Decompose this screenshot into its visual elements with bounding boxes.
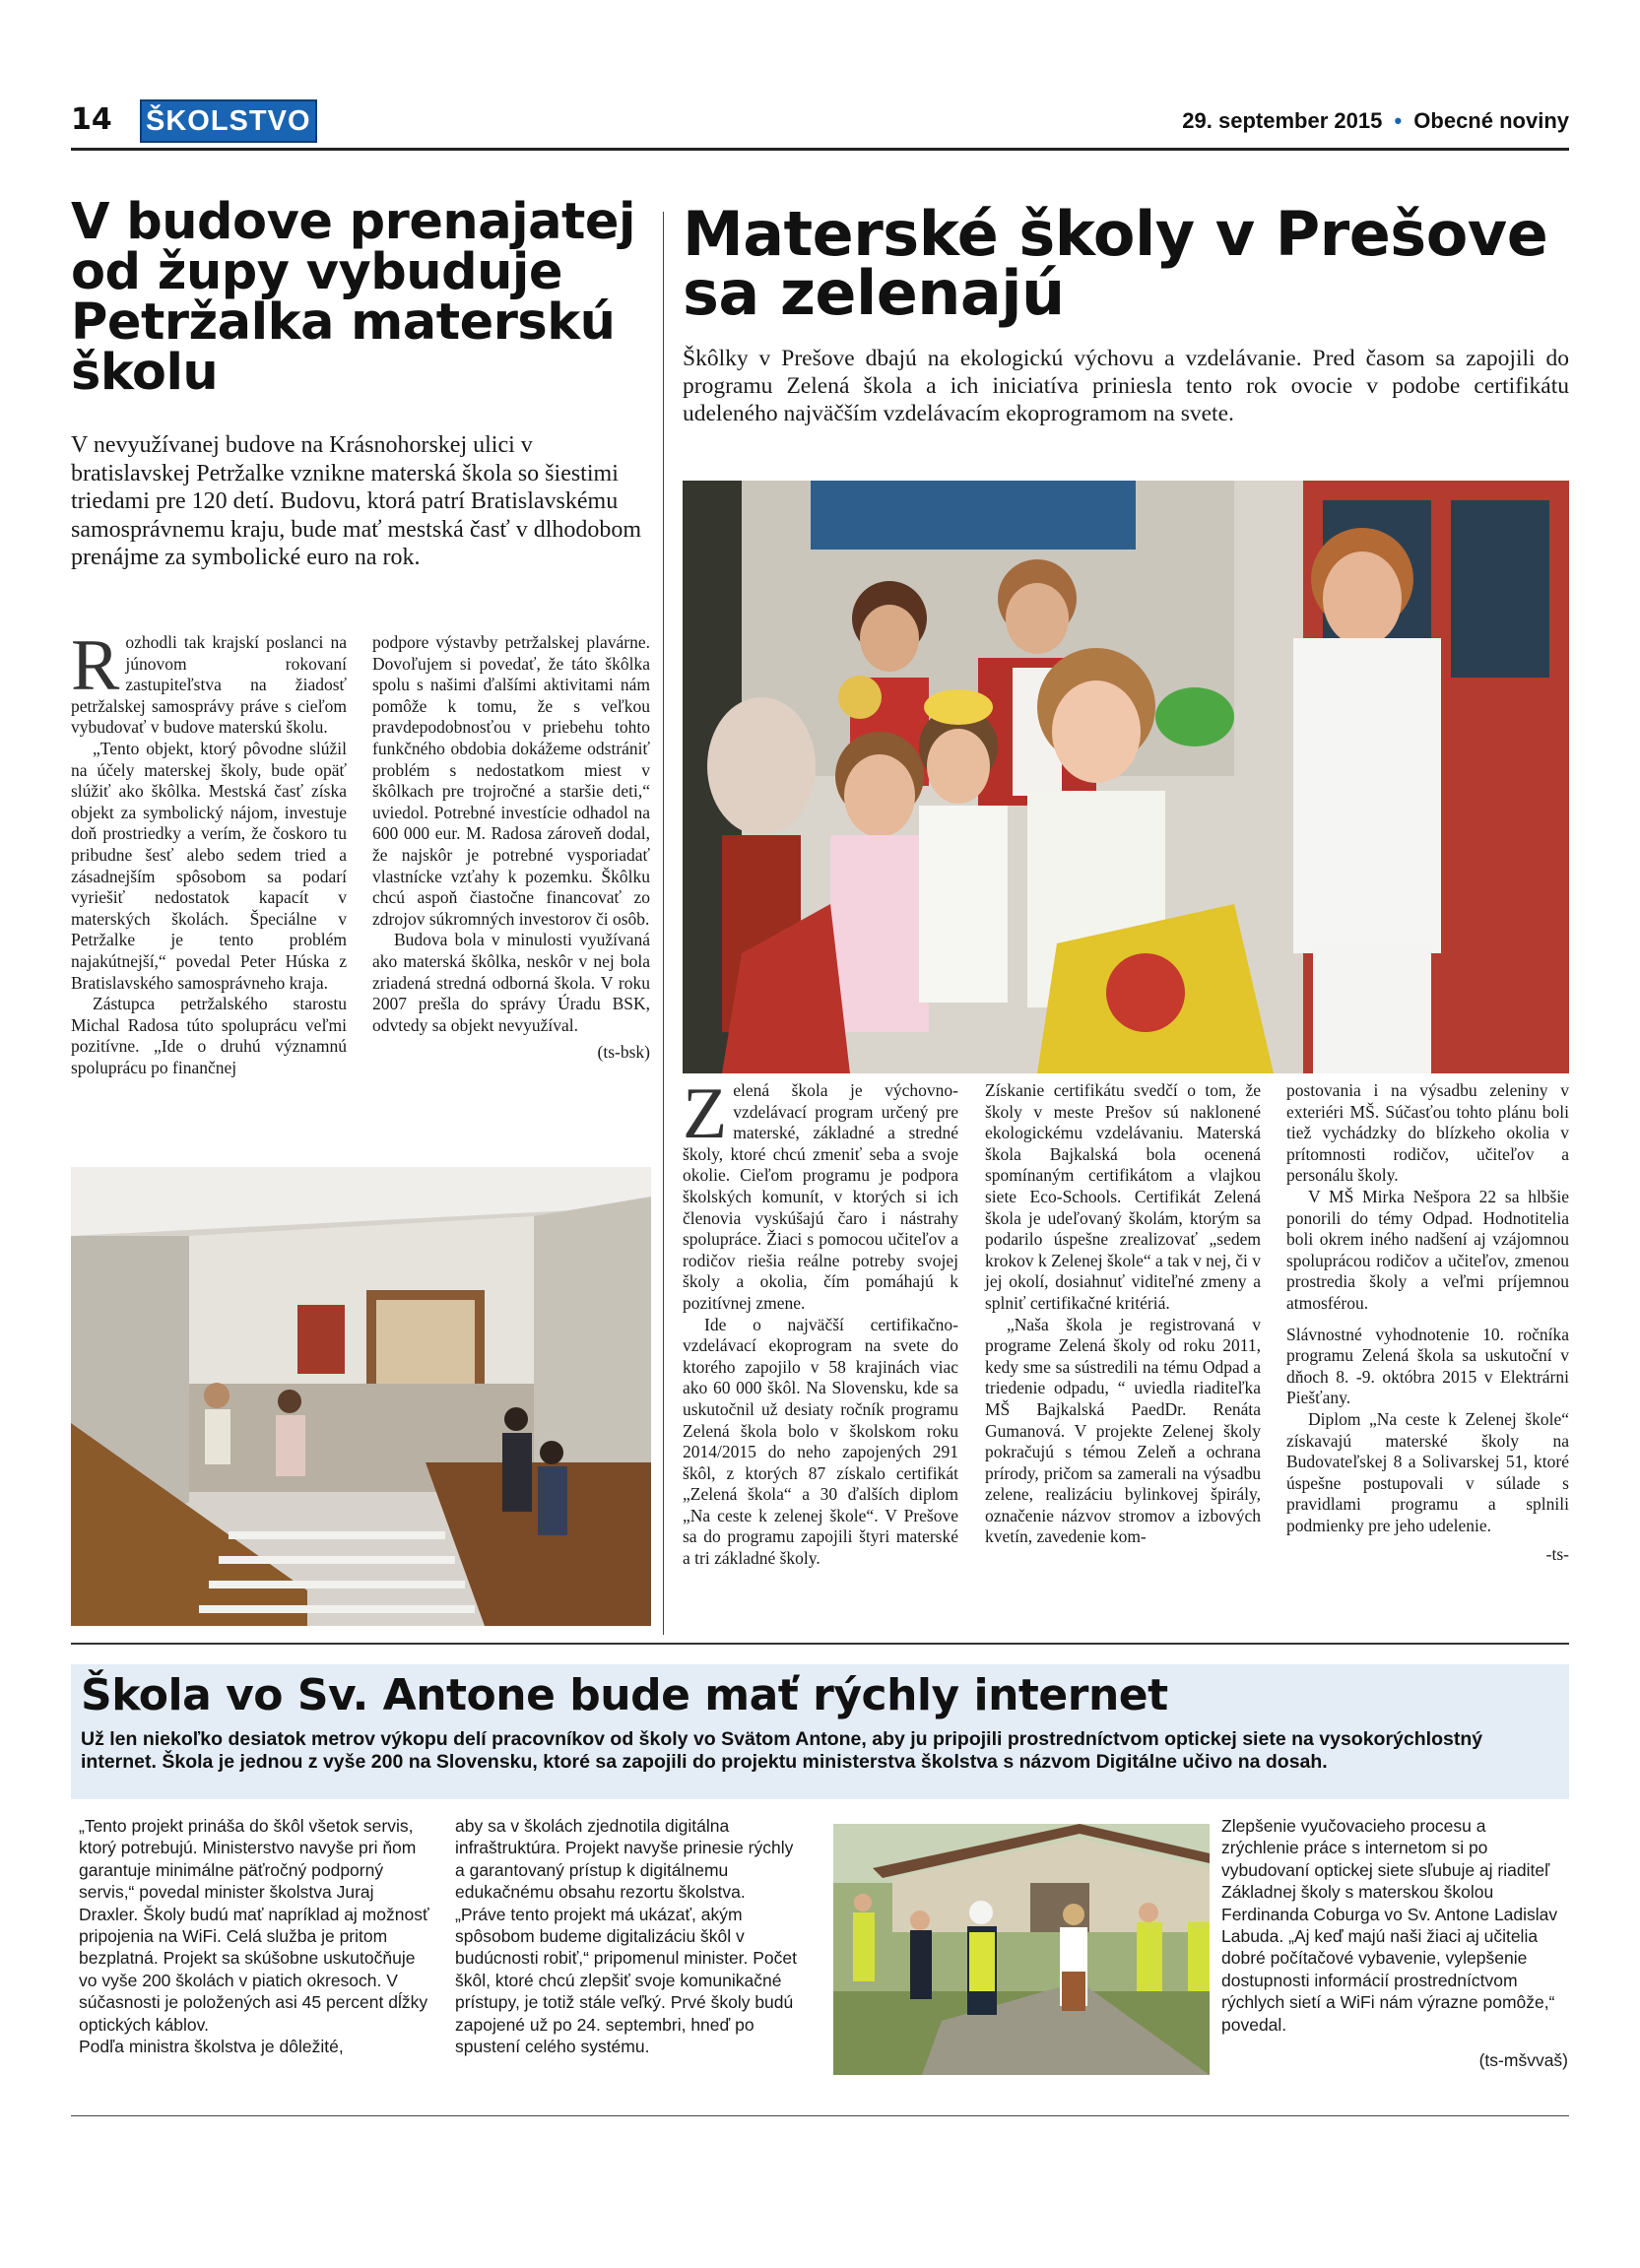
issue-date: 29. september 2015 [1182, 108, 1383, 133]
article2-paragraph: Slávnostné vyhodnotenie 10. ročníka programu Zelená škola sa uskutoční v dňoch 8. -9. októbra 2015 v Elektrárni Piešťany. [1286, 1324, 1569, 1408]
article1-paragraph: ozhodli tak krajskí poslanci na júnovom rokovaní zastupiteľstva na žiadosť petržalskej samosprávy práve s cieľom vybudovať v budove materskú školu. [71, 632, 347, 738]
issue-bullet: • [1394, 108, 1403, 133]
article1-paragraph: „Tento objekt, ktorý pôvodne slúžil na účely materskej školy, bude opäť slúžiť ako škôlka. Mestská časť získa objekt za symbolický nájom, investuje doň prostriedky a verím, že čoskoro tu pribudne šesť alebo sedem tried a zásadnejším spôsobom sa podarí vyriešiť nedostatok kapacít v materských školách. Špeciálne v Petržalke je tento problém najakútnejší,“ povedal Peter Húska z Bratislavského samosprávneho kraja. [71, 738, 347, 993]
article3-lead: Už len niekoľko desiatok metrov výkopu delí pracovníkov od školy vo Svätom Antone, aby ju pripojili prostredníctvom optickej siete na vysokorýchlostný internet. Škola je jednou z vyše 200 na Slovensku, ktoré sa zapojili do projektu ministerstva školstva s názvom Digitálne učivo na dosah. [81, 1728, 1483, 1773]
publication-name: Obecné noviny [1413, 108, 1569, 133]
article3-signature: (ts-mšvvaš) [1478, 2050, 1568, 2071]
article3-column-1 [79, 1815, 433, 2057]
article2-paragraph: elená škola je výchovno-vzdelávací program určený pre materské, základné a stredné školy, ktoré chcú zmeniť seba a svoje okolie. Cieľom programu je podpora školských komunít, v ktorých si ich členovia vyskúšajú čaro i nástrahy spolupráce. Žiaci s pomocou učiteľov a rodičov riešia reálne potreby svojej školy a okolia, čím pomáhajú k pozitívnej zmene. [683, 1080, 958, 1313]
article3-column-2 [455, 1815, 800, 2057]
photo-children-kindergarten [683, 481, 1569, 1073]
article2-column-1 [683, 1073, 958, 1570]
photo-minister-visit-illustration [833, 1824, 1210, 2075]
article2-paragraph: V MŠ Mirka Nešpora 22 sa hlbšie ponorili do témy Odpad. Hodnotitelia boli okrem iného nadšení aj vzájomnou spoluprácou rodičov a učiteľov, zmenou prostredia školy a veľmi príjemnou atmosférou. [1286, 1186, 1569, 1313]
article1-title-line: od župy vybuduje [71, 243, 562, 301]
article3-paragraph: „Tento projekt prináša do škôl všetok servis, ktorý potrebujú. Ministerstvo navyše pri ňom garantuje minimálne päťročný podporný servis,“ povedal minister školstva Juraj Draxler. Školy budú mať napríklad aj možnosť pripojenia na WiFi. Celá služba je pritom bezplatná. Projekt sa skúšobne uskutočňuje vo vyše 200 školách v piatich okresoch. V súčasnosti je položených asi 45 percent dĺžky optických káblov. [79, 1816, 429, 2035]
article1-paragraph: podpore výstavby petržalskej plavárne. Dovoľujem si povedať, že táto škôlka spolu s našimi ďalšími aktivitami nám pomôže k tomu, že s veľkou pravdepodobnosťou v priebehu tohto funkčného obdobia dokážeme odstrániť problém s nedostatkom miest v škôlkach pre trojročné a staršie deti,“ uviedol. Potrebné investície odhadol na 600 000 eur. M. Radosa zároveň dodal, že najskôr je potrebné vysporiadať vlastnícke vzťahy k pozemku. Škôlku chcú aspoň čiastočne financovať zo zdrojov súkromných investorov či osôb. [372, 632, 650, 929]
article2-paragraph: „Naša škola je registrovaná v programe Zelená školy od roku 2011, kedy sme sa sústredili na tému Odpad a triedenie odpadu, “ uviedla riaditeľka MŠ Bajkalská PaedDr. Renáta Gumanová. V projekte Zelenej školy pokračujú s témou Zeleň a ochrana prírody, pričom sa zamerali na výsadbu zelene, realizáciu bylinkovej špirály, označenie názvov stromov a izbových kvetín, zavedenie kom- [985, 1314, 1261, 1547]
article3-paragraph: Zlepšenie vyučovacieho procesu a zrýchlenie práce s internetom si po vybudovaní optickej siete sľubuje aj riaditeľ Základnej školy s materskou školou Ferdinanda Coburga vo Sv. Antone Ladislav Labuda. „Aj keď majú naši žiaci aj učitelia dobré počítačové vybavenie, vylepšenie dostupnosti informácií prostredníctvom rýchlych sietí a WiFi nám výrazne pomôže,“ povedal. [1221, 1816, 1558, 2035]
article2-title-line: sa zelenajú [683, 257, 1065, 329]
article2-paragraph: Ide o najväčší certifikačno-vzdelávací ekoprogram na svete do ktorého zapojilo v 58 krajinách viac ako 60 000 škôl. Na Slovensku, kde sa uskutočnil už desiaty ročník programu Zelená škola bolo v školskom roku 2014/2015 do neho zapojených 291 škôl, z ktorých 87 získalo certifikát „Zelená škola“ a 30 ďalších diplom „Na ceste k zelenej škole“. V Prešove sa do programu zapojili štyri materské a tri základné školy. [683, 1314, 958, 1569]
article3-top-rule [71, 1643, 1569, 1645]
article2-title [683, 198, 1569, 329]
article3-column-3 [1221, 1815, 1568, 2071]
issue-info [1182, 108, 1569, 134]
article2-paragraph: Získanie certifikátu svedčí o tom, že školy v meste Prešov sú naklonené ekologickému vzdelávaniu. Materská škola Bajkalská bola ocenená spomínaným certifikátom a vlajkou siete Eco-Schools. Certifikát Zelená škola je udeľovaný školám, ktorým sa podarilo úspešne zrealizovať „sedem krokov k Zelenej škole“ a tak v nej, či v jej okolí, dosiahnuť viditeľné zmeny a splniť certifikačné kritériá. [985, 1080, 1261, 1313]
article2-column-2 [985, 1080, 1261, 1548]
header-rule [71, 148, 1569, 151]
article2-paragraph: postovania i na výsadbu zeleniny v exteriéri MŠ. Súčasťou tohto plánu boli tiež vychádzky do blízkeho okolia v prítomnosti rodičov, učiteľov a personálu školy. [1286, 1080, 1569, 1186]
article2-signature: -ts- [1545, 1544, 1569, 1565]
page-number: 14 [71, 102, 112, 137]
article2-paragraph: Diplom „Na ceste k Zelenej škole“ získavajú materské školy na Budovateľskej 8 a Solivarskej 51, ktoré úspešne postupovali v súlade s pravidlami programu a splnili podmienky pre jeho udelenie. [1286, 1408, 1569, 1535]
article2-dropcap: Z [683, 1073, 728, 1154]
photo-children-kindergarten-illustration [683, 481, 1569, 1073]
article2-title-line: Materské školy v Prešove [683, 198, 1548, 270]
article3-title: Škola vo Sv. Antone bude mať rýchly internet [81, 1670, 1168, 1720]
article3-paragraph: aby sa v školách zjednotila digitálna infraštruktúra. Projekt navyše prinesie rýchly a garantovaný prístup k digitálnemu edukačnému obsahu rezortu školstva. „Práve tento projekt má ukázať, akým spôsobom budeme digitalizáciu škôl v budúcnosti robiť,“ pripomenul minister. Počet škôl, ktoré chcú zlepšiť svoje komunikačné prístupy, je totiž stále veľký. Prvé školy budú zapojené už po 24. septembri, hneď po spustení celého systému. [455, 1816, 798, 2057]
section-label: ŠKOLSTVO [140, 99, 317, 143]
article2-lead: Škôlky v Prešove dbajú na ekologickú výchovu a vzdelávanie. Pred časom sa zapojili do programu Zelená škola a ich iniciatíva priniesla tento rok ovocie v podobe certifikátu udeleného najväčším vzdelávacím ekoprogramom na svete. [683, 346, 1569, 426]
article1-title [71, 193, 662, 402]
article1-signature: (ts-bsk) [597, 1042, 650, 1063]
article2-column-3 [1286, 1080, 1569, 1566]
photo-minister-visit [833, 1824, 1210, 2075]
article1-title-line: V budove prenajatej [71, 193, 635, 251]
article3-paragraph: Podľa ministra školstva je dôležité, [79, 2037, 344, 2057]
article1-column-1 [71, 625, 347, 1078]
bottom-rule [71, 2115, 1569, 2116]
column-divider [663, 212, 664, 1635]
article1-column-2 [372, 632, 650, 1064]
photo-school-stairwell [71, 1167, 651, 1626]
article1-dropcap: R [71, 625, 120, 706]
article1-title-line: školu [71, 344, 219, 402]
article1-paragraph: Budova bola v minulosti využívaná ako materská škôlka, neskôr v nej bola zriadená stredná odborná škola. V roku 2007 prešla do správy Úradu BSK, odvtedy sa objekt nevyužíval. [372, 930, 650, 1035]
article1-lead: V nevyužívanej budove na Krásnohorskej ulici v bratislavskej Petržalke vznikne materská škola so šiestimi triedami pre 120 detí. Budovu, ktorá patrí Bratislavskému samosprávnemu kraju, bude mať mestská časť v dlhodobom prenájme za symbolické euro na rok. [71, 432, 642, 570]
photo-school-stairwell-illustration [71, 1167, 651, 1626]
article1-paragraph: Zástupca petržalského starostu Michal Radosa túto spoluprácu veľmi pozitívne. „Ide o druhú významnú spoluprácu po finančnej [71, 994, 347, 1077]
article1-title-line: Petržalka materskú [71, 293, 616, 352]
